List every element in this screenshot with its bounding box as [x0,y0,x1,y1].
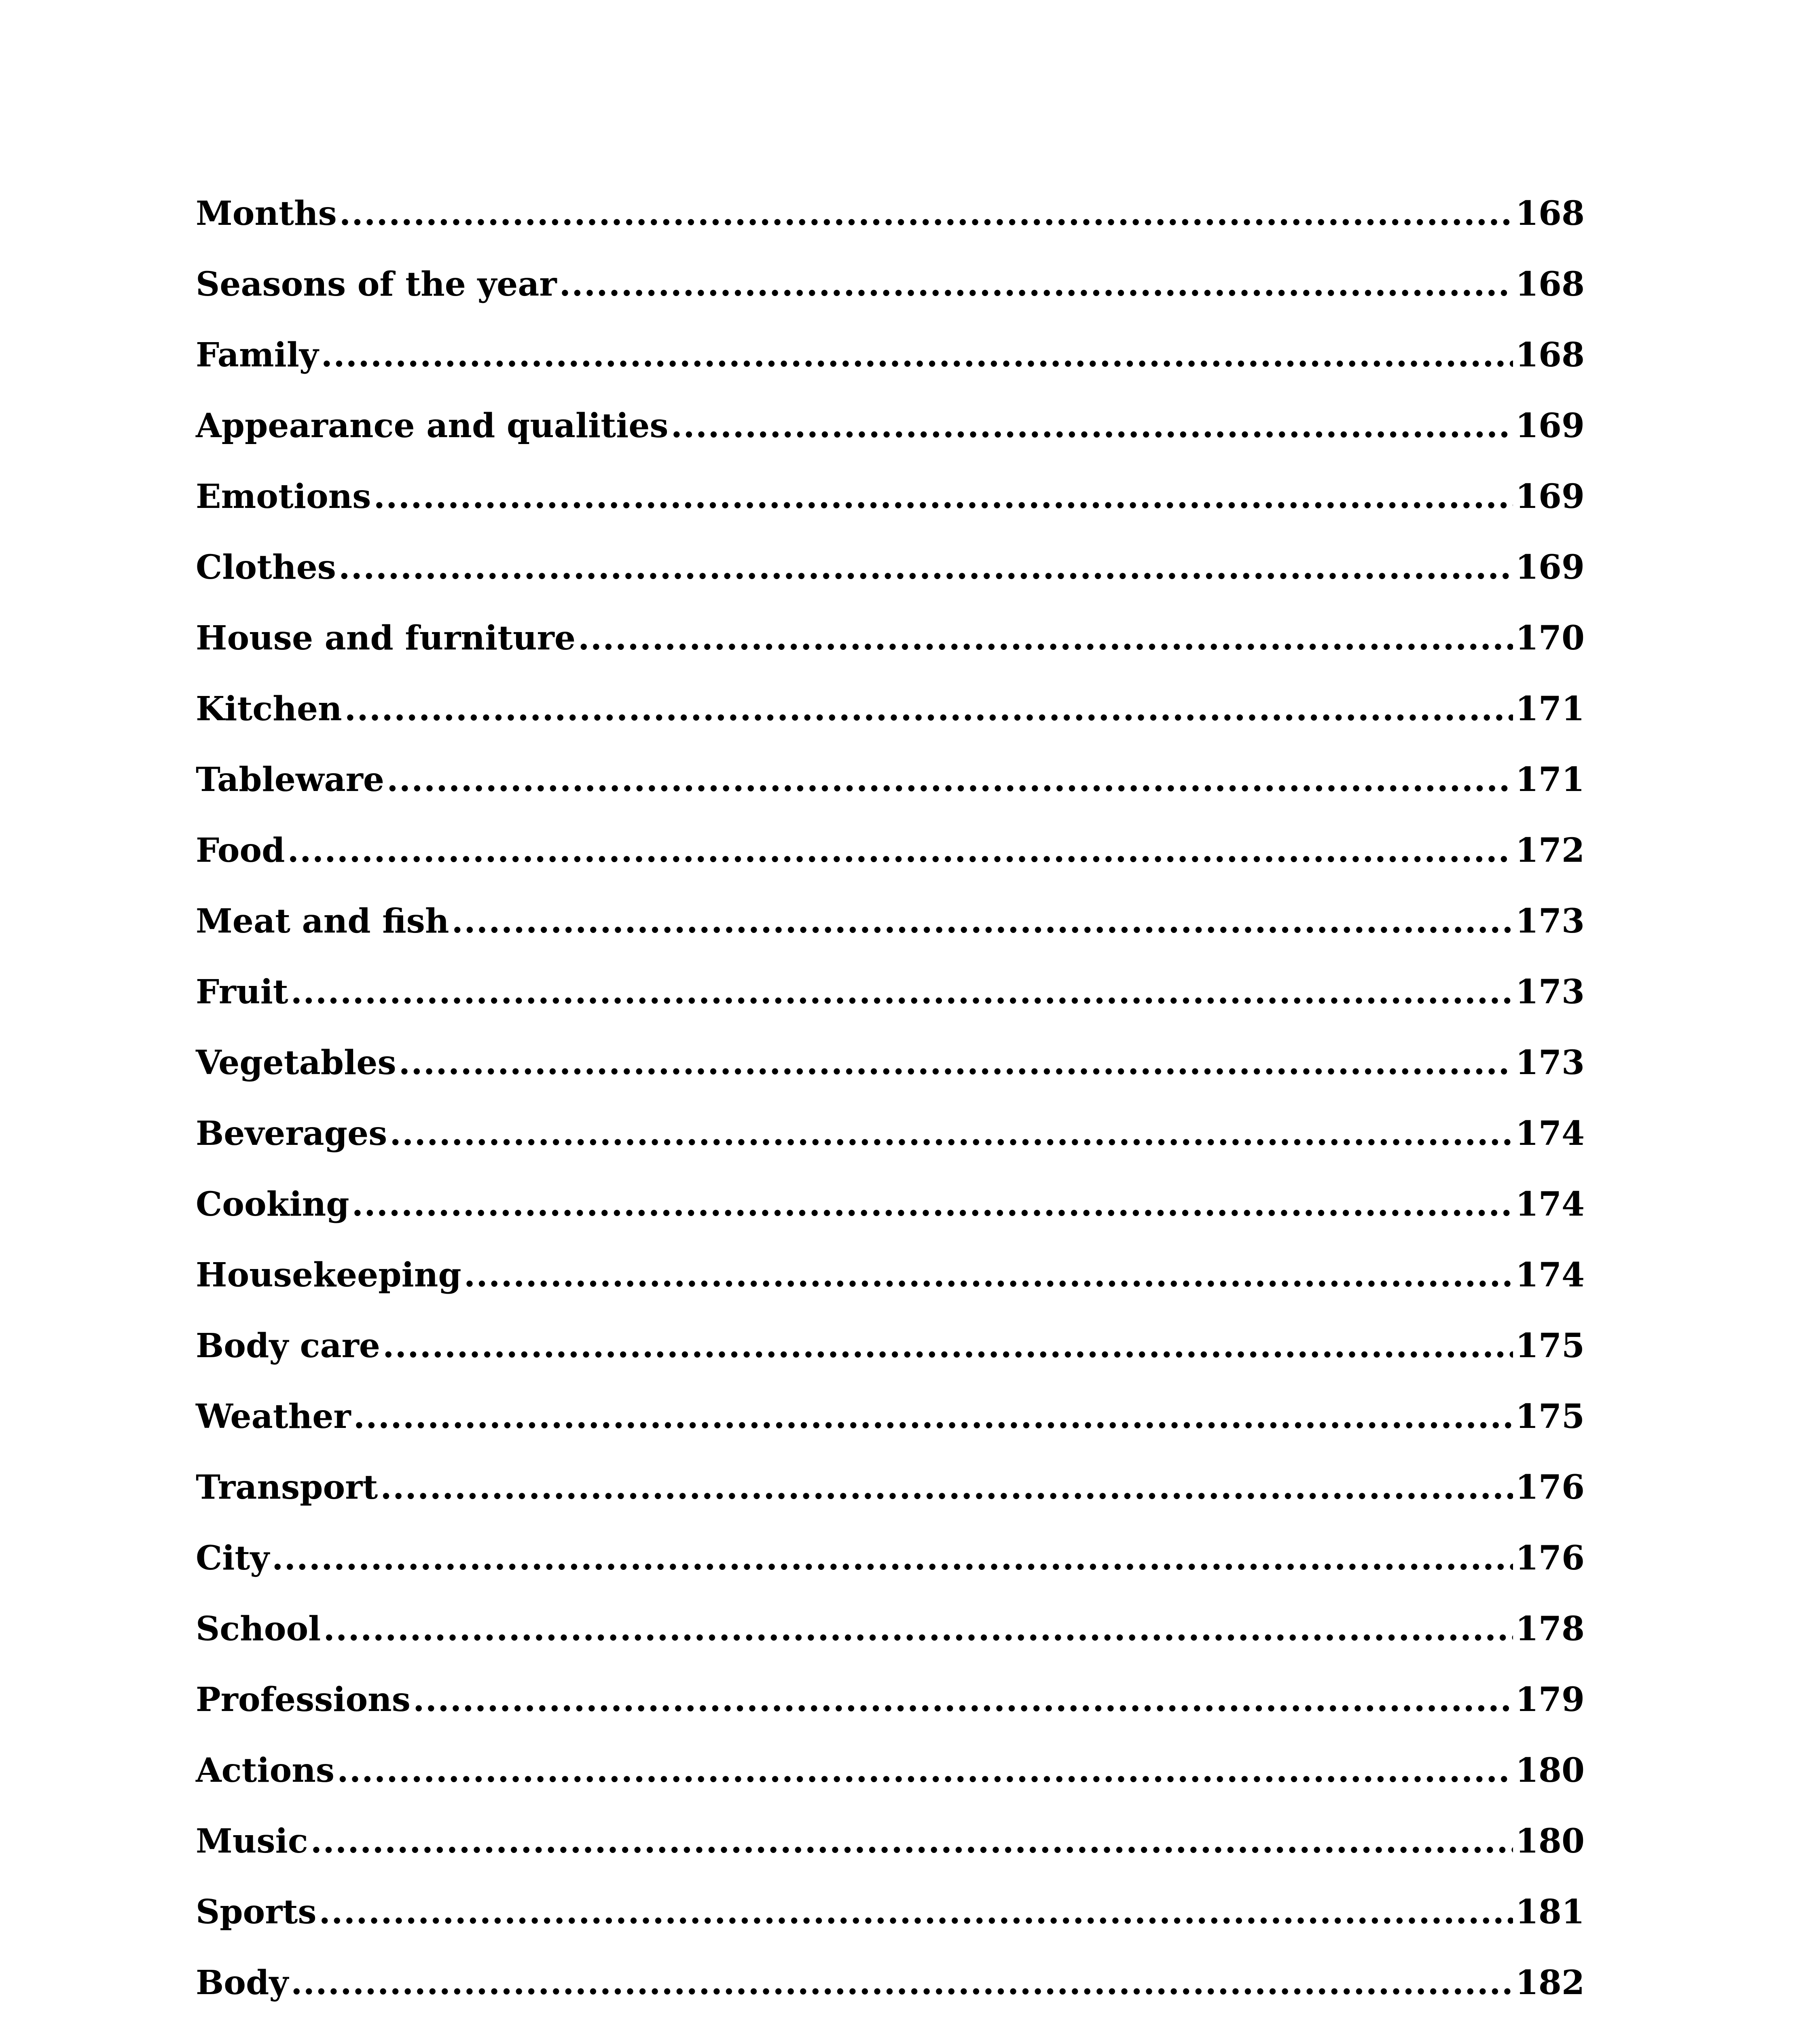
toc-dot-leader [387,760,1513,799]
toc-entry[interactable] [196,1539,1585,1610]
toc-entry-page-number: 173 [1515,1043,1585,1082]
toc-entry-title: Fruit [196,973,288,1011]
toc-dot-leader [559,265,1513,304]
toc-entry-page-number: 180 [1515,1751,1585,1790]
toc-entry-title: Months [196,194,337,233]
toc-dot-leader [452,902,1513,941]
toc-entry-title: Emotions [196,477,371,516]
toc-entry-page-number: 179 [1515,1680,1585,1719]
toc-entry-page-number: 174 [1515,1256,1585,1294]
toc-entry-page-number: 168 [1515,194,1585,233]
toc-entry-page-number: 175 [1515,1326,1585,1365]
toc-entry[interactable] [196,1185,1585,1256]
toc-entry-page-number: 180 [1515,1822,1585,1861]
toc-dot-leader [353,1397,1513,1436]
toc-entry[interactable] [196,831,1585,902]
toc-dot-leader [287,831,1513,870]
toc-entry[interactable] [196,1680,1585,1751]
toc-dot-leader [272,1539,1513,1578]
toc-entry-page-number: 176 [1515,1468,1585,1507]
toc-entry-page-number: 178 [1515,1610,1585,1648]
toc-entry-page-number: 173 [1515,973,1585,1011]
toc-entry[interactable] [196,1043,1585,1114]
toc-entry-page-number: 169 [1515,406,1585,445]
toc-entry[interactable] [196,548,1585,619]
toc-entry-title: Meat and fish [196,902,449,941]
toc-dot-leader [291,1963,1513,2002]
toc-entry[interactable] [196,1963,1585,2022]
toc-entry[interactable] [196,1256,1585,1326]
toc-entry[interactable] [196,1326,1585,1397]
toc-entry[interactable] [196,1610,1585,1680]
toc-entry-title: Music [196,1822,308,1861]
toc-dot-leader [311,1822,1513,1861]
toc-entry-title: City [196,1539,269,1578]
toc-entry-page-number: 174 [1515,1114,1585,1153]
toc-dot-leader [319,1893,1513,1931]
toc-entry[interactable] [196,973,1585,1043]
toc-entry[interactable] [196,336,1585,406]
toc-entry-title: Beverages [196,1114,387,1153]
toc-dot-leader [291,973,1513,1011]
toc-entry[interactable] [196,1468,1585,1539]
toc-entry[interactable] [196,1397,1585,1468]
table-of-contents [196,194,1585,2022]
toc-dot-leader [321,336,1513,374]
toc-entry-title: School [196,1610,321,1648]
toc-dot-leader [464,1256,1513,1294]
toc-dot-leader [352,1185,1513,1224]
toc-entry[interactable] [196,902,1585,973]
toc-entry[interactable] [196,619,1585,690]
toc-entry-title: Cooking [196,1185,349,1224]
toc-entry-page-number: 176 [1515,1539,1585,1578]
toc-dot-leader [413,1680,1513,1719]
toc-entry-title: Tableware [196,760,385,799]
toc-entry[interactable] [196,1822,1585,1893]
toc-entry-title: Kitchen [196,690,342,728]
toc-entry-title: Food [196,831,285,870]
toc-entry-page-number: 169 [1515,548,1585,587]
toc-entry[interactable] [196,265,1585,336]
toc-entry-page-number: 181 [1515,1893,1585,1931]
toc-entry-page-number: 173 [1515,902,1585,941]
toc-entry-title: Sports [196,1893,317,1931]
toc-entry-page-number: 174 [1515,1185,1585,1224]
toc-dot-leader [671,406,1513,445]
toc-entry-page-number: 171 [1515,690,1585,728]
toc-dot-leader [383,1326,1513,1365]
toc-dot-leader [389,1114,1513,1153]
toc-entry-title: Actions [196,1751,335,1790]
toc-entry-title: Professions [196,1680,411,1719]
toc-entry-title: Seasons of the year [196,265,557,304]
toc-entry-title: Clothes [196,548,336,587]
toc-entry-title: Housekeeping [196,1256,461,1294]
toc-entry-page-number: 168 [1515,265,1585,304]
toc-entry-page-number: 171 [1515,760,1585,799]
toc-entry-page-number: 168 [1515,336,1585,374]
toc-dot-leader [339,194,1513,233]
toc-entry-page-number: 170 [1515,619,1585,658]
toc-dot-leader [373,477,1513,516]
toc-dot-leader [323,1610,1513,1648]
toc-dot-leader [399,1043,1513,1082]
toc-dot-leader [337,1751,1513,1790]
toc-entry[interactable] [196,194,1585,265]
toc-dot-leader [380,1468,1513,1507]
toc-entry-page-number: 172 [1515,831,1585,870]
toc-entry-title: Transport [196,1468,378,1507]
toc-entry-title: Appearance and qualities [196,406,669,445]
toc-entry[interactable] [196,477,1585,548]
toc-entry[interactable] [196,1114,1585,1185]
toc-entry-title: Vegetables [196,1043,396,1082]
toc-entry-title: Body [196,1963,288,2002]
toc-entry[interactable] [196,1751,1585,1822]
toc-entry[interactable] [196,1893,1585,1963]
toc-entry[interactable] [196,760,1585,831]
toc-entry-title: Weather [196,1397,351,1436]
toc-entry-page-number: 175 [1515,1397,1585,1436]
toc-entry[interactable] [196,690,1585,760]
toc-entry-page-number: 169 [1515,477,1585,516]
toc-entry-page-number: 182 [1515,1963,1585,2002]
toc-dot-leader [345,690,1513,728]
toc-entry-title: House and furniture [196,619,576,658]
toc-dot-leader [339,548,1513,587]
toc-dot-leader [578,619,1513,658]
toc-entry[interactable] [196,406,1585,477]
toc-entry-title: Body care [196,1326,380,1365]
toc-entry-title: Family [196,336,319,374]
